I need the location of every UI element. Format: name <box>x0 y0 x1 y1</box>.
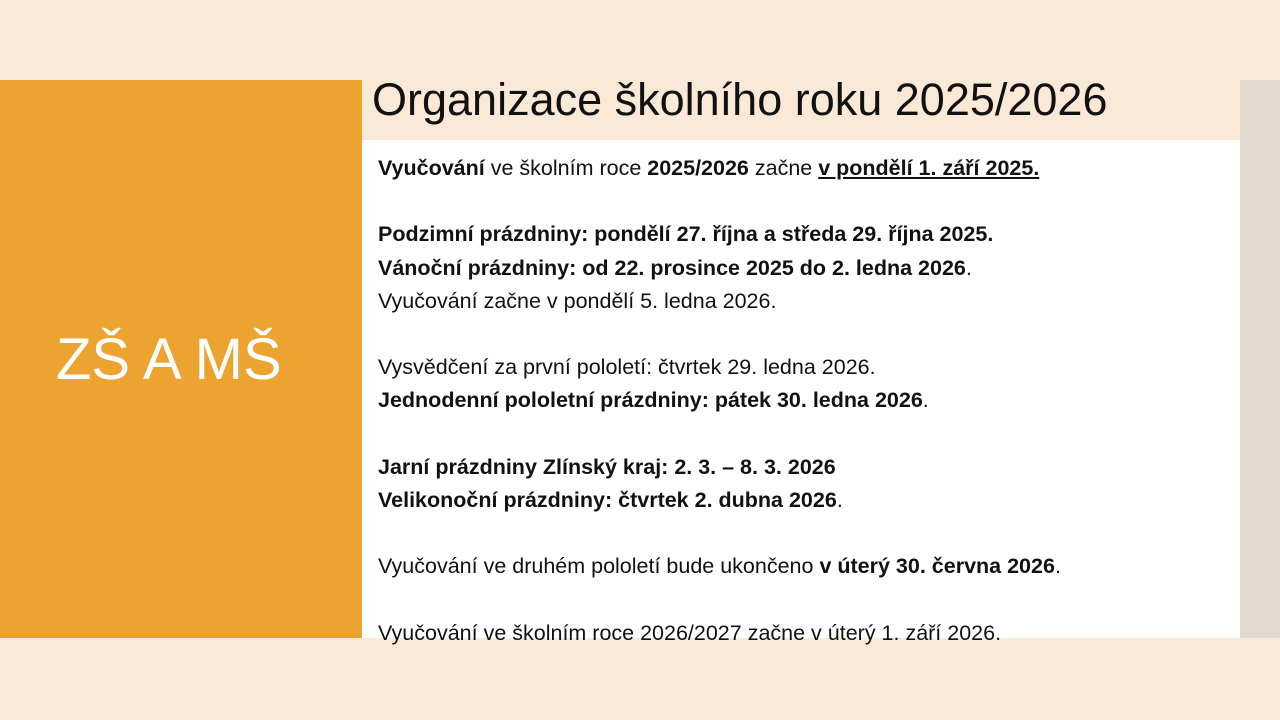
easter-holiday-line: Velikonoční prázdniny: čtvrtek 2. dubna 2026. <box>378 487 843 512</box>
page-title: Organizace školního roku 2025/2026 <box>372 74 1108 125</box>
report-card-line: Vysvědčení za první pololetí: čtvrtek 29. ledna 2026. <box>378 355 876 380</box>
school-start-label: Vyučování <box>378 156 485 180</box>
side-label: ZŠ A MŠ <box>56 326 282 392</box>
right-decor-strip <box>1240 80 1280 638</box>
autumn-holiday-line: Podzimní prázdniny: pondělí 27. října a středa 29. října 2025. <box>378 222 994 247</box>
january-resume-line: Vyučování začne v pondělí 5. ledna 2026. <box>378 288 777 313</box>
schedule-text <box>378 152 1061 650</box>
school-end-line: Vyučování ve druhém pololetí bude ukončeno v úterý 30. června 2026. <box>378 554 1061 579</box>
christmas-holiday-line: Vánoční prázdniny: od 22. prosince 2025 do 2. ledna 2026. <box>378 255 972 280</box>
spring-holiday-line: Jarní prázdniny Zlínský kraj: 2. 3. – 8. 3. 2026 <box>378 454 836 479</box>
next-year-start-line: Vyučování ve školním roce 2026/2027 začne v úterý 1. září 2026. <box>378 620 1002 645</box>
half-term-holiday-line: Jednodenní pololetní prázdniny: pátek 30. ledna 2026. <box>378 388 929 413</box>
school-start-date: v pondělí 1. září 2025. <box>818 156 1040 180</box>
school-start-line: Vyučování ve školním roce 2025/2026 začne v pondělí 1. září 2025. <box>378 156 1040 180</box>
side-panel <box>0 80 362 638</box>
